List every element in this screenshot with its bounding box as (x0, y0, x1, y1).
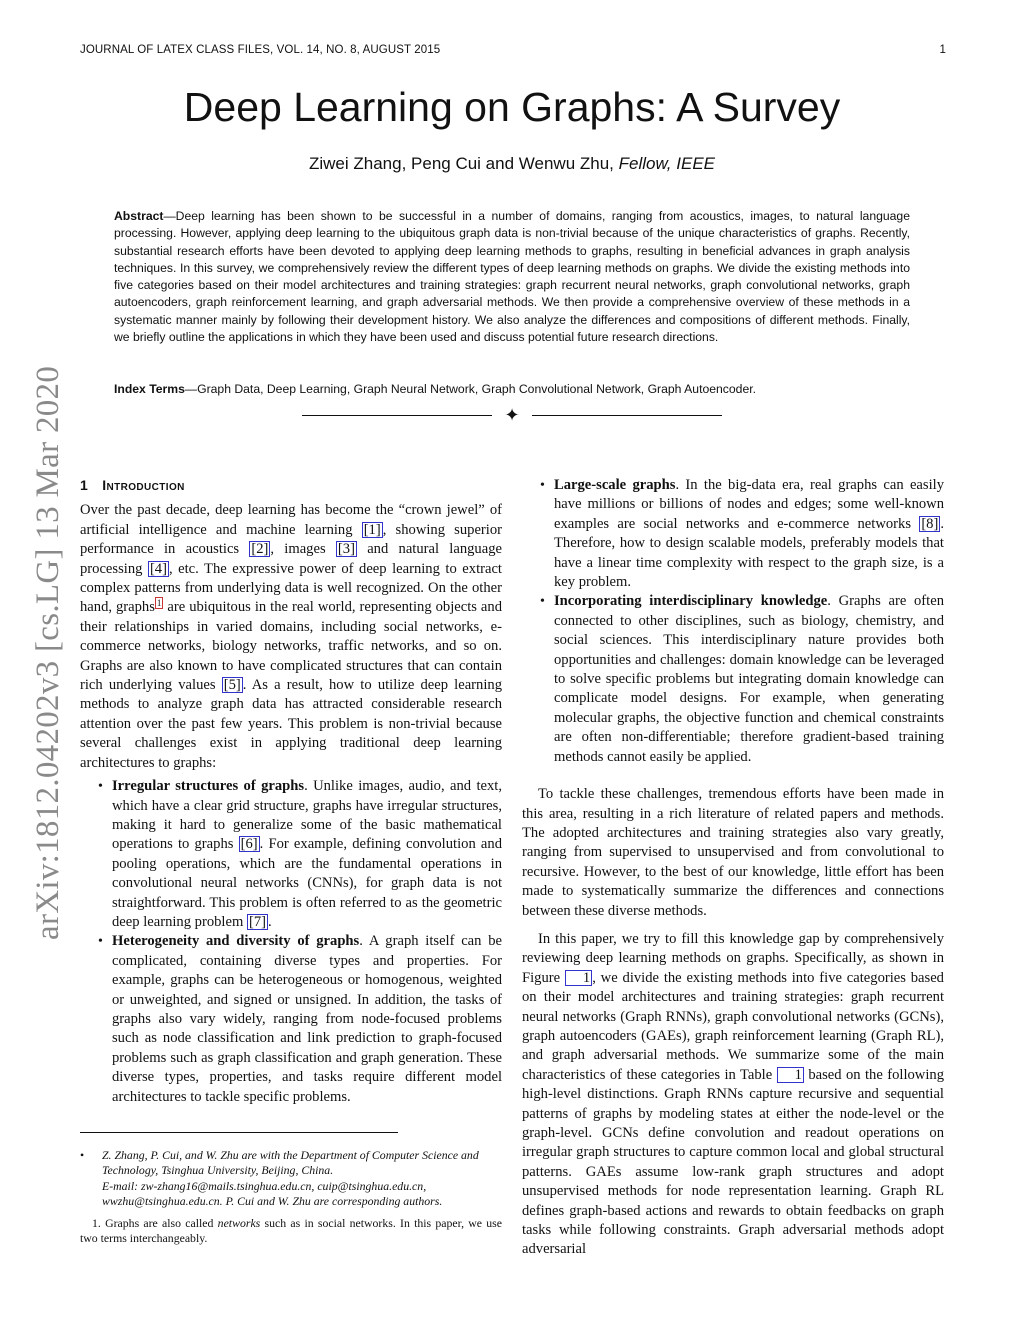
intro-paragraph-1: Over the past decade, deep learning has become the “crown jewel” of artificial intelligence and machine learning [1] , showing superior performance in acoustics [2] , images [3] and natural language processing [4] , etc. The expressive power of deep learning to extract complex patterns from underlying data is well recognized. On the other hand, graphs $^1$ are ubiquitous in the real world, representing objects and their relationships in varied domains, including social networks, e-commerce networks, biology networks, traffic networks, and so on. Graphs are also known to have complicated structures that can contain rich underlying values [5] . As a result, how to utilize deep learning methods to analyze graph data has attracted considerable research attention over the past few years. This problem is non-trivial because several challenges exist in applying traditional deep learning architectures to graphs: (80, 502, 503, 771)
bullet-label: Irregular structures of graphs (112, 778, 305, 795)
list-item: • Large-scale graphs. In the big-data era, real graphs can easily have millions or billions of nodes and edges; some well-known examples are social networks and e-commerce networks [8] . Therefore, how to design scalable models, preferably models that have a linear time complexity with respect to the graph size, is a key problem. (522, 476, 944, 592)
footnote-1: 1. Graphs are also called networks such as in social networks. In this paper, we use two terms interchangeably. (80, 1216, 503, 1246)
citation-link[interactable]: [5] (223, 677, 241, 694)
citation-link[interactable]: [2] (251, 541, 269, 558)
intro-paragraph-3: In this paper, we try to fill this knowledge gap by comprehensively reviewing deep learning methods on graphs. Specifically, as shown in Figure 1 , we divide the existing methods into five categories based on their model architectures and training strategies: graph recurrent neural networks (Graph RNNs), graph convolutional networks (GCNs), graph autoencoders (GAEs), graph reinforcement learning (Graph RL), and graph adversarial methods. We summarize some of the main characteristics of these categories in Table 1 based on the following high-level distinctions. Graph RNNs capture recursive and sequential patterns of graphs by modeling states at either the node-level or the graph-level. GCNs define convolution and readout operations on irregular graph structures to capture common local and global structural patterns. GAEs assume low-rank graph structures and adopt unsupervised methods for node representation learning. Graph RL defines graph-based actions and rewards to obtain feedbacks on graph tasks while following constraints. Graph adversarial methods adopt adversarial (522, 930, 944, 1258)
affiliation-note (80, 1148, 502, 1209)
section-separator (302, 404, 722, 428)
author-names: Ziwei Zhang, Peng Cui and Wenwu Zhu, (308, 154, 614, 173)
list-item: • Heterogeneity and diversity of graphs. A graph itself can be complicated, containing diverse types and properties. For example, graphs can be heterogeneous or homogenous, weighted or unweighted, and signed or unsigned. In addition, the tasks of graphs also vary widely, ranging from node-focused problems such as node classification and link prediction to graph-focused problems such as graph classification and graph generation. These diverse types, properties, and tasks require different model architectures to tackle specific problems. (80, 932, 502, 1107)
footnote-rule (80, 1132, 398, 1133)
page-number: 1 (939, 44, 946, 56)
separator-ornament-icon: ✦ (504, 405, 520, 425)
table-link[interactable]: 1 (777, 1067, 804, 1083)
citation-link[interactable]: [1] (363, 521, 381, 538)
column-left (80, 476, 502, 1107)
citation-link[interactable]: [6] (240, 836, 258, 853)
index-terms-text: —Graph Data, Deep Learning, Graph Neural Network, Graph Convolutional Network, Graph Autoencoder. (184, 382, 756, 396)
index-terms (114, 382, 910, 396)
running-head (80, 44, 946, 56)
abstract (114, 208, 910, 346)
abstract-text: —Deep learning has been shown to be successful in a number of domains, ranging from acoustics, images, to natural language processing. However, applying deep learning to the ubiquitous graph data is non-trivial because of the unique characteristics of graphs. Recently, substantial research efforts have been devoted to applying deep learning methods to graphs, resulting in beneficial advances in graph analysis techniques. In this survey, we comprehensively review the different types of deep learning methods on graphs. We divide the existing methods into five categories based on their model architectures and training strategies: graph recurrent neural networks, graph convolutional networks, graph autoencoders, graph reinforcement learning, and graph adversarial methods. We then provide a comprehensive overview of these methods in a systematic manner mainly by following their development history. We also analyze the differences and compositions of different methods. Finally, we briefly outline the applications in which they have been used and discuss potential future research directions. (114, 209, 910, 345)
column-right (522, 476, 944, 1260)
list-item: • Irregular structures of graphs. Unlike images, audio, and text, which have a clear grid structure, graphs have irregular structures, making it hard to generalize some of the basic mathematical operations to graphs [6] . For example, defining convolution and pooling operations, which are the fundamental operations in convolutional neural networks (CNNs), for graph data is not straightforward. This problem is often referred to as the geometric deep learning problem [7] . (80, 777, 502, 932)
challenge-list-continued (522, 476, 944, 767)
citation-link[interactable]: [4] (149, 560, 167, 577)
section-title: Introduction (102, 477, 185, 493)
section-heading (80, 476, 502, 495)
challenge-list (80, 777, 502, 1107)
affiliation-text: Z. Zhang, P. Cui, and W. Zhu are with the Department of Computer Science and Technology, Tsinghua University, Beijing, China. E-mail: zw-zhang16@mails.tsinghua.edu.cn, cuip@tsinghua.edu.cn, wwzhu@tsinghua.edu.cn. P. Cui and W. Zhu are corresponding authors. (102, 1148, 479, 1208)
separator-line-right (532, 415, 722, 416)
citation-link[interactable]: [3] (337, 541, 355, 558)
paper-title: Deep Learning on Graphs: A Survey (183, 84, 841, 130)
section-number: 1 (80, 477, 89, 493)
author-honorific: Fellow, IEEE (618, 154, 715, 173)
bullet-label: Heterogeneity and diversity of graphs (112, 933, 360, 950)
abstract-label: Abstract (114, 209, 164, 223)
figure-link[interactable]: 1 (565, 970, 592, 986)
bullet-label: Incorporating interdisciplinary knowledge (554, 593, 828, 610)
affiliation-bullet: • (80, 1148, 85, 1162)
bullet-label: Large-scale graphs (554, 477, 676, 493)
arxiv-stamp: arXiv:1812.04202v3 [cs.LG] 13 Mar 2020 (30, 365, 66, 940)
index-terms-label: Index Terms (114, 382, 185, 396)
author-line (0, 154, 1024, 174)
citation-link[interactable]: [7] (248, 913, 266, 930)
citation-link[interactable]: [8] (921, 515, 939, 532)
footnote-marker[interactable]: 1 (156, 597, 162, 608)
journal-info: JOURNAL OF LATEX CLASS FILES, VOL. 14, NO. 8, AUGUST 2015 (80, 44, 441, 56)
list-item: • Incorporating interdisciplinary knowledge. Graphs are often connected to other disciplines, such as biology, chemistry, and social sciences. This interdisciplinary nature provides both opportunities and challenges: domain knowledge can be leveraged to solve specific problems but integrating domain knowledge can complicate model designs. For example, when generating molecular graphs, the objective function and chemical constraints are often non-differentiable; therefore gradient-based training methods cannot easily be applied. (522, 592, 944, 767)
intro-paragraph-2: To tackle these challenges, tremendous efforts have been made in this area, resulting in a rich literature of related papers and methods. The adopted architectures and training strategies also vary greatly, ranging from supervised to unsupervised and from convolutional to recursive. However, to the best of our knowledge, little effort has been made to systematically summarize the differences and connections between these diverse methods. (522, 786, 944, 919)
separator-line-left (302, 415, 492, 416)
